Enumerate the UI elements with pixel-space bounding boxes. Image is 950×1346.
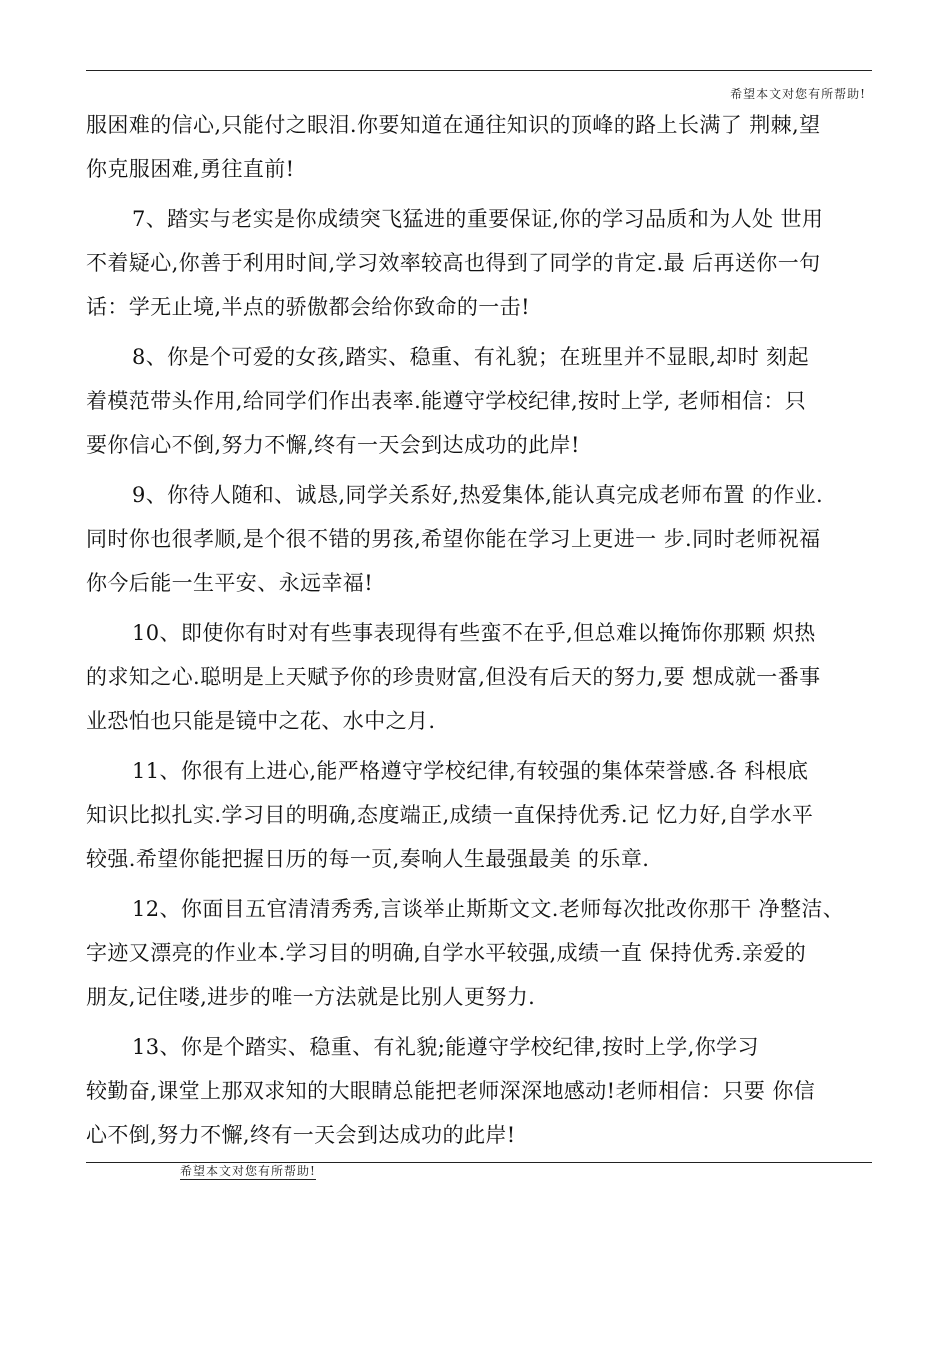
text-line: 11、你很有上进心,能严格遵守学校纪律,有较强的集体荣誉感.各 科根底 (132, 759, 809, 783)
text-line: 较强.希望你能把握日历的每一页,奏响人生最强最美 的乐章. (86, 847, 650, 871)
text-line: 9、你待人随和、诚恳,同学关系好,热爱集体,能认真完成老师布置 的作业. (132, 483, 824, 507)
text-line: 朋友,记住喽,进步的唯一方法就是比别人更努力. (86, 985, 536, 1009)
text-line: 10、即使你有时对有些事表现得有些蛮不在乎,但总难以掩饰你那颗 炽热 (132, 621, 816, 645)
paragraph-continuation (86, 103, 872, 191)
text-line: 字迹又漂亮的作业本.学习目的明确,自学水平较强,成绩一直 保持优秀.亲爱的 (86, 941, 807, 965)
document-body (86, 103, 872, 1157)
text-line: 知识比拟扎实.学习目的明确,态度端正,成绩一直保持优秀.记 忆力好,自学水平 (86, 803, 814, 827)
header-note: 希望本文对您有所帮助! (730, 87, 866, 101)
text-line: 不着疑心,你善于利用时间,学习效率较高也得到了同学的肯定.最 后再送你一句 (86, 251, 821, 275)
paragraph-comment-10 (86, 611, 872, 743)
text-line: 服困难的信心,只能付之眼泪.你要知道在通往知识的顶峰的路上长满了 荆棘,望 (86, 113, 821, 137)
text-line: 话：学无止境,半点的骄傲都会给你致命的一击! (86, 295, 530, 319)
paragraph-comment-7 (86, 197, 872, 329)
paragraph-comment-8 (86, 335, 872, 467)
text-line: 7、踏实与老实是你成绩突飞猛进的重要保证,你的学习品质和为人处 世用 (132, 207, 824, 231)
text-line: 12、你面目五官清清秀秀,言谈举止斯斯文文.老师每次批改你那干 净整洁、 (132, 897, 845, 921)
paragraph-comment-9 (86, 473, 872, 605)
text-line: 你克服困难,勇往直前! (86, 157, 295, 181)
paragraph-comment-11 (86, 749, 872, 881)
header-rule (86, 70, 872, 71)
text-line: 较勤奋,课堂上那双求知的大眼睛总能把老师深深地感动!老师相信：只要 你信 (86, 1079, 816, 1103)
text-line: 你今后能一生平安、永远幸福! (86, 571, 374, 595)
footer-rule (86, 1162, 872, 1163)
text-line: 着模范带头作用,给同学们作出表率.能遵守学校纪律,按时上学, 老师相信：只 (86, 389, 807, 413)
text-line: 同时你也很孝顺,是个很不错的男孩,希望你能在学习上更进一 步.同时老师祝福 (86, 527, 821, 551)
text-line: 要你信心不倒,努力不懈,终有一天会到达成功的此岸! (86, 433, 580, 457)
footer-note: 希望本文对您有所帮助! (180, 1164, 316, 1178)
paragraph-comment-12 (86, 887, 872, 1019)
paragraph-comment-13 (86, 1025, 872, 1157)
text-line: 13、你是个踏实、稳重、有礼貌;能遵守学校纪律,按时上学,你学习 (132, 1035, 759, 1059)
text-line: 心不倒,努力不懈,终有一天会到达成功的此岸! (86, 1123, 516, 1147)
text-line: 业恐怕也只能是镜中之花、水中之月. (86, 709, 436, 733)
text-line: 的求知之心.聪明是上天赋予你的珍贵财富,但没有后天的努力,要 想成就一番事 (86, 665, 821, 689)
text-line: 8、你是个可爱的女孩,踏实、稳重、有礼貌；在班里并不显眼,却时 刻起 (132, 345, 809, 369)
